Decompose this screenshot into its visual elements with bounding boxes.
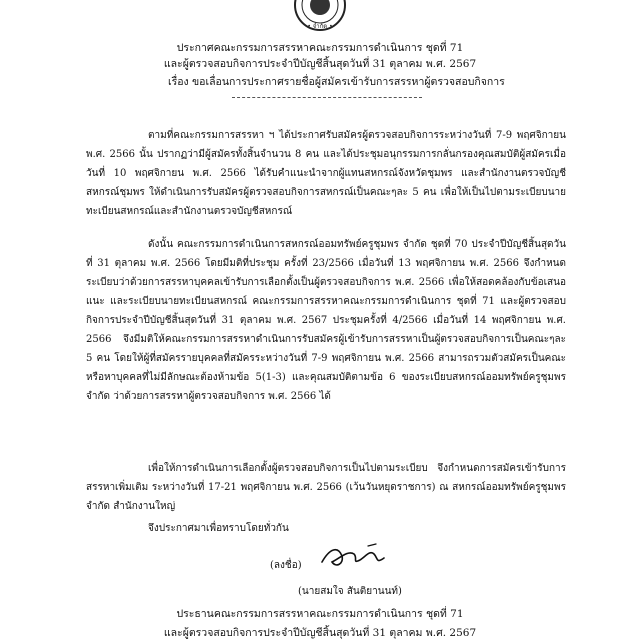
closing-line: จึงประกาศมาเพื่อทราบโดยทั่วกัน [148, 523, 289, 534]
subject-line: เรื่อง ขอเลื่อนการประกาศรายชื่อผู้สมัครเข้ารับการสรรหาผู้ตรวจสอบกิจการ [168, 76, 505, 88]
handwritten-signature [318, 540, 388, 574]
footer-line-2: และผู้ตรวจสอบกิจการประจำปีบัญชีสิ้นสุดวันที่ 31 ตุลาคม พ.ศ. 2567 [163, 627, 477, 639]
paragraph-3: เพื่อให้การดำเนินการเลือกตั้งผู้ตรวจสอบกิจการเป็นไปตามระเบียบ จึงกำหนดการสมัครเข้ารับการสรรหาเพิ่มเติม ระหว่างวันที่ 17-21 พฤศจิกายน พ.ศ. 2566 (เว้นวันหยุดราชการ) ณ สหกรณ์ออมทรัพย์ครูชุมพร จำกัด สำนักงานใหญ่ [86, 463, 566, 512]
header-line-1: ประกาศคณะกรรมการสรรหาคณะกรรมการดำเนินการ ชุดที่ 71 [176, 42, 464, 54]
separator-dashes [232, 97, 422, 98]
footer-line-1: ประธานคณะกรรมการสรรหาคณะกรรมการดำเนินการ ชุดที่ 71 [176, 608, 464, 620]
signature-label: (ลงชื่อ) [270, 560, 302, 571]
svg-text:• จำกัด •: • จำกัด • [307, 23, 333, 30]
signer-name: (นายสมใจ สันติยานนท์) [298, 586, 402, 597]
paragraph-2: ดังนั้น คณะกรรมการดำเนินการสหกรณ์ออมทรัพย์ครูชุมพร จำกัด ชุดที่ 70 ประจำปีบัญชีสิ้นสุดวันที่ 31 ตุลาคม พ.ศ. 2566 โดยมีมติที่ประชุม ครั้งที่ 23/2566 เมื่อวันที่ 13 พฤศจิกายน พ.ศ. 2566 จึงกำหนดระเบียบว่าด้วยการสรรหาบุคคลเข้ารับการเลือกตั้งเป็นผู้ตรวจสอบกิจการ พ.ศ. 2566 เพื่อให้สอดคล้องกับข้อเสนอแนะ และระเบียบนายทะเบียนสหกรณ์ คณะกรรมการสรรหาคณะกรรมการดำเนินการ ชุดที่ 71 และผู้ตรวจสอบกิจการประจำปีบัญชีสิ้นสุดวันที่ 31 ตุลาคม พ.ศ. 2567 ประชุมครั้งที่ 4/2566 เมื่อวันที่ 14 พฤศจิกายน พ.ศ. 2566 จึงมีมติให้คณะกรรมการสรรหาดำเนินการรับสมัครผู้เข้ารับการสรรหาเป็นผู้ตรวจสอบกิจการเป็นคณะๆละ 5 คน โดยให้ผู้ที่สมัครรายบุคคลที่สมัครระหว่างวันที่ 7-9 พฤศจิกายน พ.ศ. 2566 สามารถรวมตัวสมัครเป็นคณะหรือหาบุคคลที่ไม่มีลักษณะต้องห้ามข้อ 5(1-3) และคุณสมบัติตามข้อ 6 ของระเบียบสหกรณ์ออมทรัพย์ครูชุมพร จำกัด ว่าด้วยการสรรหาผู้ตรวจสอบกิจการ พ.ศ. 2566 ได้ [86, 239, 566, 402]
paragraph-1: ตามที่คณะกรรมการสรรหา ฯ ได้ประกาศรับสมัครผู้ตรวจสอบกิจการระหว่างวันที่ 7-9 พฤศจิกายน พ.ศ. 2566 นั้น ปรากฏว่ามีผู้สมัครทั้งสิ้นจำนวน 8 คน และได้ประชุมอนุกรรมการกลั่นกรองคุณสมบัติผู้สมัครเมื่อวันที่ 10 พฤศจิกายน พ.ศ. 2566 ได้รับคำแนะนำจากผู้แทนสหกรณ์จังหวัดชุมพร และสำนักงานตรวจบัญชีสหกรณ์ชุมพร ให้ดำเนินการรับสมัครผู้ตรวจสอบกิจการสหกรณ์เป็นคณะๆละ 5 คน เพื่อให้เป็นไปตามระเบียบนายทะเบียนสหกรณ์และสำนักงานตรวจบัญชีสหกรณ์ [86, 130, 566, 217]
cooperative-seal-logo [293, 0, 347, 32]
header-line-2: และผู้ตรวจสอบกิจการประจำปีบัญชีสิ้นสุดวันที่ 31 ตุลาคม พ.ศ. 2567 [163, 58, 477, 70]
